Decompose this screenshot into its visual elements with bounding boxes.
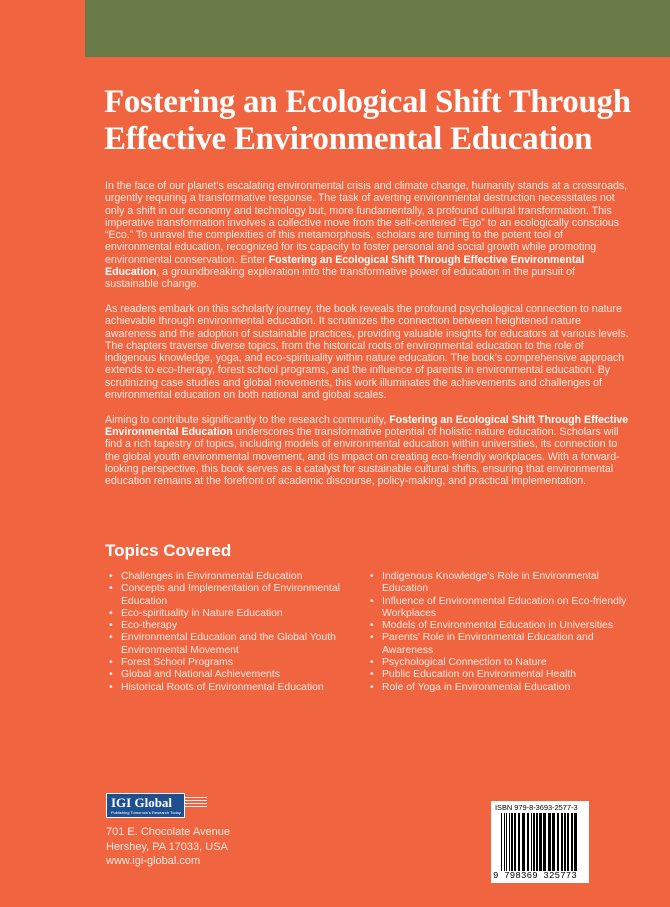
topic-item: • Indigenous Knowledge’s Role in Environmental Education [368,571,633,596]
logo-stripes-icon [185,797,207,809]
topic-item: • Concepts and Implementation of Environmental Education [107,583,347,608]
publisher-address [106,825,230,869]
paragraph-1 [105,180,630,291]
barcode-bar [561,813,563,871]
topic-item: • Environmental Education and the Global Youth Environmental Movement [107,632,347,657]
publisher-website: www.igi-global.com [106,855,201,867]
barcode-bar [539,813,542,871]
barcode-bars-icon [501,813,581,871]
address-line-1: 701 E. Chocolate Avenue [106,826,230,838]
barcode-bar [531,813,532,871]
topic-item: • Role of Yoga in Environmental Education [368,682,633,694]
barcode-bar [518,813,520,871]
topic-item: • Eco-spirituality in Nature Education [107,608,347,620]
book-title [104,84,664,158]
barcode-bar [567,813,569,871]
publisher-logo [106,793,185,818]
topics-list-right [368,571,633,694]
barcode-number: 9 798369 325773 [493,871,578,881]
barcode-bar [536,813,538,871]
barcode-bar [509,813,510,871]
barcode-bar [564,813,566,871]
topics-heading: Topics Covered [105,541,232,560]
topic-item: • Influence of Environmental Education on Eco-friendly Workplaces [368,596,633,621]
barcode-bar [571,813,573,871]
book-title-inline: Fostering an Ecological Shift Through Effective Environmental Education [105,413,629,438]
barcode-bar [506,813,507,871]
paragraph-3 [105,414,630,488]
barcode-bar [514,813,516,871]
logo-name: IGI Global [111,795,173,810]
barcode-bar [511,813,513,871]
topic-item: • Models of Environmental Education in Universities [368,620,633,632]
text: underscores the transformative potential of holistic nature education. Scholars will find a rich tapestry of topics, including models of environmental education within universities, its connection to the global youth environmental movement, and its impact on creating eco-friendly workplaces. With a forward-looking perspective, this book serves as a catalyst for sustainable cultural shifts, ensuring that environmental education remains at the forefront of academic discourse, policy-making, and practical implementation. [105,425,620,488]
top-color-band [85,0,670,57]
topic-item: • Global and National Achievements [107,669,347,681]
barcode-bar [533,813,535,871]
barcode-bar [501,813,502,871]
barcode-bar [527,813,529,871]
topic-item: • Challenges in Environmental Education [107,571,347,583]
book-description [105,180,630,500]
barcode-bar [504,813,505,871]
topic-item: • Psychological Connection to Nature [368,657,633,669]
topics-list-left [107,571,347,694]
paragraph-2: As readers embark on this scholarly journey, the book reveals the profound psychological connection to nature achievable through environmental education. It scrutinizes the connection between heightened nature awareness and the adoption of sustainable practices, providing valuable insights for educators at various levels. The chapters traverse diverse topics, from the historical roots of environmental education to the role of indigenous knowledge, yoga, and eco-spirituality within nature education. The book’s comprehensive approach extends to eco-therapy, forest school programs, and the influence of parents in environmental education. By scrutinizing case studies and global movements, this work illuminates the achievements and challenges of environmental education on both national and global scales. [105,302,629,402]
title-line-1: Fostering an Ecological Shift Through [104,84,631,120]
barcode-bar [557,813,559,871]
barcode-bar [552,813,555,871]
topic-item: • Eco-therapy [107,620,347,632]
topic-item: • Public Education on Environmental Health [368,669,633,681]
title-line-2: Effective Environmental Education [104,121,593,157]
topic-item: • Historical Roots of Environmental Education [107,682,347,694]
book-title-inline: Fostering an Ecological Shift Through Effective Environmental Education [105,253,585,279]
isbn-barcode [491,801,589,883]
barcode-bar [548,813,551,871]
topic-item: • Forest School Programs [107,657,347,669]
text: In the face of our planet’s escalating environmental crisis and climate change, humanity stands at a crossroads, urgently requiring a transformative response. The task of averting environmental destruction necessitates not only a shift in our economy and technology but, more fundamentally, a profound cultural transformation. This imperative transformation involves a collective move from the self-centered “Ego” to an ecologically conscious “Eco.” To unravel the complexities of this metamorphosis, scholars are turning to the potent tool of environmental education, recognized for its capacity to foster personal and social growth while promoting environmental conservation. Enter [105,180,628,266]
logo-tagline: Publishing Tomorrow’s Research Today [111,810,181,815]
isbn-label: ISBN 979-8-3693-2577-3 [495,803,578,812]
text: Aiming to contribute significantly to the research community, [105,413,390,426]
barcode-bar [543,813,546,871]
barcode-bar [522,813,525,871]
text: , a groundbreaking exploration into the transformative power of education in the pursuit of sustainable change. [105,266,575,291]
barcode-bar [574,813,577,871]
topic-item: • Parents’ Role in Environmental Education and Awareness [368,632,633,657]
address-line-2: Hershey, PA 17033, USA [106,840,228,853]
